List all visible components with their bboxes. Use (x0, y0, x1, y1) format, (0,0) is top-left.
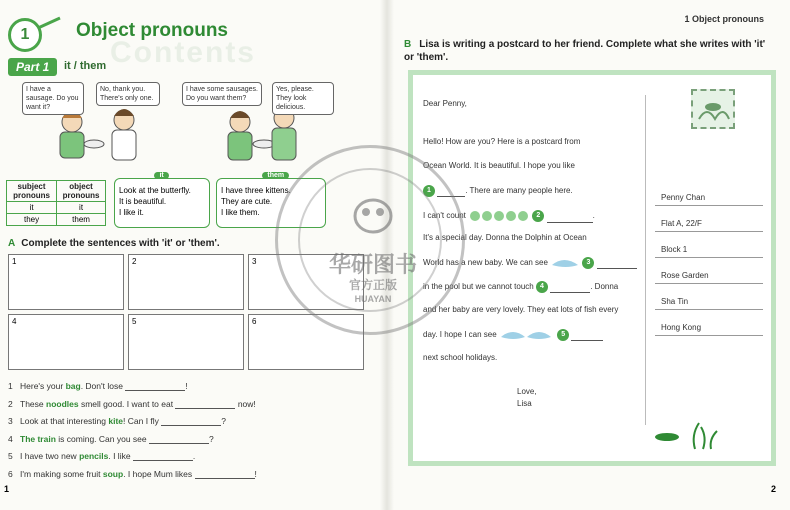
example-line: I have three kittens. (221, 186, 291, 195)
address-text: Penny Chan (661, 193, 706, 202)
answer-blank[interactable] (597, 268, 637, 269)
picture-1: 1 (8, 254, 124, 310)
chapter-title: Object pronouns (76, 20, 228, 41)
picture-2: 2 (128, 254, 244, 310)
page-number-left: 1 (4, 484, 10, 494)
exercise-sentence (8, 434, 257, 452)
letter-line: 1 . There are many people here. (423, 185, 573, 197)
picture-3: 3 (248, 254, 364, 310)
answer-blank[interactable] (550, 292, 590, 293)
part-label: Part 1 (8, 58, 57, 76)
dolphin-icon (550, 257, 580, 269)
sentence-text: is coming. Can you see (55, 433, 149, 444)
section-a-heading: A Complete the sentences with 'it' or 'them'. (8, 238, 220, 249)
address-line (655, 205, 763, 206)
watermark-sub-text: 官方正版 (348, 278, 397, 292)
blank-number: 4 (536, 281, 548, 293)
letter-greeting: Dear Penny, (423, 99, 467, 108)
sentence-text: now! (235, 398, 256, 409)
table-header: subject pronouns (7, 181, 57, 202)
dolphins-icon (499, 329, 555, 341)
sentence-text: Here's your (20, 381, 66, 391)
faint-background-print: Contents (110, 36, 256, 69)
sentence-text: I have two new (20, 451, 80, 461)
sentence-text: ! Can I fly (123, 416, 162, 426)
letter-line: day. I hope I can see 5 (423, 329, 603, 341)
speech-bubble-1: I have a sausage. Do you want it? (22, 82, 84, 115)
sentence-text: These (20, 398, 46, 409)
sentence-number: 5 (8, 451, 13, 461)
picture-6: 6 (248, 314, 364, 370)
letter-line: It's a special day. Donna the Dolphin at Ocean (423, 233, 587, 242)
answer-blank[interactable] (125, 390, 185, 391)
exercise-sentence (8, 399, 257, 417)
answer-blank[interactable] (547, 222, 593, 223)
example-tab: them (262, 172, 289, 179)
letter-line: next school holidays. (423, 353, 498, 362)
exercise-sentence (8, 381, 257, 399)
letter-line: and her baby are very lovely. They eat lots of fish every (423, 305, 619, 314)
sentence-keyword: soup (102, 468, 124, 479)
blank-number: 5 (557, 329, 569, 341)
address-text: Hong Kong (661, 323, 702, 332)
example-box-it (114, 172, 210, 228)
address-line (655, 231, 763, 232)
chapter-number-badge: 1 (8, 18, 42, 52)
address-text: Block 1 (661, 245, 688, 254)
sentence-text: . Don't lose (80, 381, 126, 391)
stamp-image (691, 89, 735, 129)
exercise-sentence (8, 469, 257, 487)
page-number-right: 2 (770, 484, 776, 494)
sentence-text: ! (185, 381, 188, 391)
address-line (655, 309, 763, 310)
letter-line: I can't count 2 . (423, 209, 595, 223)
sentence-keyword: kite (108, 416, 124, 426)
sentence-number: 1 (8, 381, 13, 391)
letter-line: Ocean World. It is beautiful. I hope you like (423, 161, 575, 170)
people-crowd-icon (468, 209, 530, 223)
letter-line: Hello! How are you? Here is a postcard from (423, 137, 581, 146)
letter-closing: Love, (517, 387, 537, 396)
sentence-text: ? (208, 433, 214, 444)
picture-4: 4 (8, 314, 124, 370)
example-line: Look at the butterfly. (119, 186, 191, 195)
sentence-keyword: noodles (46, 398, 79, 409)
fish-seaweed-icon (645, 415, 725, 451)
exercise-sentences (8, 381, 257, 486)
address-line (655, 283, 763, 284)
address-line (655, 335, 763, 336)
table-cell: it (7, 202, 57, 214)
sentence-text: . I like (108, 451, 133, 461)
blank-number: 1 (423, 185, 435, 197)
example-line: They are cute. (221, 197, 273, 206)
answer-blank[interactable] (571, 340, 603, 341)
address-line (655, 257, 763, 258)
address-text: Flat A, 22/F (661, 219, 702, 228)
answer-blank[interactable] (161, 425, 221, 426)
answer-blank[interactable] (175, 408, 235, 409)
answer-blank[interactable] (133, 460, 193, 461)
sentence-text: . (192, 451, 196, 461)
table-header: object pronouns (57, 181, 106, 202)
magnifier-icon (36, 16, 62, 30)
blank-number: 3 (582, 257, 594, 269)
table-cell: them (57, 214, 106, 226)
example-line: I like them. (221, 208, 260, 217)
answer-blank[interactable] (195, 478, 255, 479)
section-b-heading: B Lisa is writing a postcard to her friend. Complete what she writes with 'it' or 'them'. (404, 39, 766, 63)
owl-logo-icon (348, 192, 398, 238)
table-cell: they (7, 214, 57, 226)
speech-bubble-3: I have some sausages. Do you want them? (182, 82, 262, 106)
pronoun-table (6, 180, 106, 226)
watermark-seal (275, 145, 465, 335)
sentence-number: 3 (8, 416, 13, 426)
sentence-number: 4 (8, 433, 13, 444)
example-line: It is beautiful. (119, 197, 167, 206)
answer-blank[interactable] (149, 443, 209, 444)
speech-bubble-2: No, thank you. There's only one. (96, 82, 160, 106)
example-tab: it (154, 172, 168, 179)
address-text: Sha Tin (661, 297, 689, 306)
example-line: I like it. (119, 208, 144, 217)
watermark-main-text: 华研图书 (328, 252, 417, 277)
sentence-keyword: pencils (79, 451, 109, 461)
address-text: Rose Garden (661, 271, 709, 280)
sentence-number: 6 (8, 468, 13, 479)
sentence-text: I'm making some fruit (20, 468, 103, 479)
letter-signature: Lisa (517, 399, 532, 408)
part-subtitle: it / them (64, 60, 107, 72)
exercise-sentence (8, 451, 257, 469)
table-cell: it (57, 202, 106, 214)
sentence-text: ! (254, 468, 257, 479)
sentence-text: . I hope Mum likes (123, 468, 195, 479)
watermark-ring-text: HUAYAN (354, 294, 392, 304)
letter-line: in the pool but we cannot touch 4 . Donna (423, 282, 619, 292)
picture-5: 5 (128, 314, 244, 370)
speech-bubble-4: Yes, please. They look delicious. (272, 82, 334, 115)
sentence-number: 2 (8, 398, 13, 409)
sentence-keyword: bag (65, 381, 81, 391)
postcard-divider (645, 95, 646, 425)
running-head: 1 Object pronouns (684, 14, 764, 24)
exercise-sentence (8, 416, 257, 434)
sentence-text: ? (221, 416, 227, 426)
sentence-text: smell good. I want to eat (78, 398, 176, 409)
blank-number: 2 (532, 210, 544, 222)
sentence-text: Look at that interesting (20, 416, 109, 426)
letter-line: World has a new baby. We can see 3 (423, 257, 637, 269)
sentence-keyword: The train (20, 433, 56, 444)
